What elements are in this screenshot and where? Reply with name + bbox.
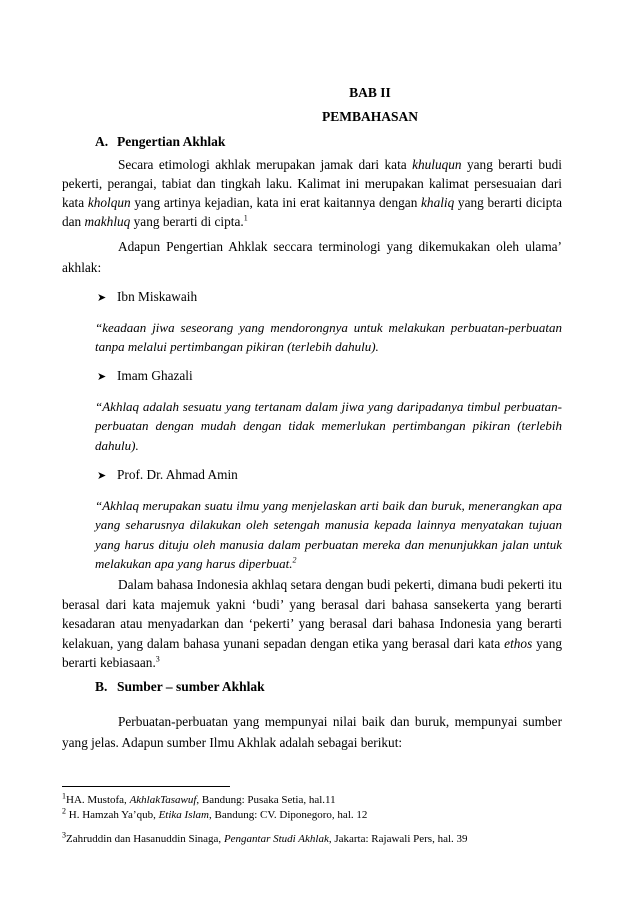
scholar-name: Prof. Dr. Ahmad Amin [117, 467, 238, 482]
text-run: yang berarti dicipta dan [62, 195, 562, 229]
footnote-3 [62, 830, 468, 845]
text-run: Secara etimologi akhlak merupakan jamak dari kata [118, 157, 413, 172]
section-b-marker: B. [95, 679, 108, 694]
scholar-name: Imam Ghazali [117, 368, 193, 383]
text-run: HA. Mustofa, [66, 794, 130, 806]
footnote-divider [62, 786, 230, 787]
text-run: Zahruddin dan Hasanuddin Sinaga, [66, 833, 224, 845]
italic-term: ethos [504, 635, 533, 651]
section-a-marker: A. [95, 134, 109, 149]
quote-ahmad-amin [95, 496, 562, 574]
text-run: yang berarti di cipta. [130, 214, 244, 229]
paragraph-budi-pekerti [62, 575, 562, 673]
footnote-2 [62, 806, 368, 821]
quote-ibn-miskawaih: “keadaan jiwa seseorang yang mendorongnya untuk melakukan perbuatan-perbuatan tanpa melalui pertimbangan pikiran (terlebih dahulu). [95, 320, 562, 355]
footnote-number: 3 [62, 830, 66, 840]
paragraph-etymology [62, 155, 562, 231]
text-run: yang berarti kebiasaan. [62, 635, 562, 671]
arrow-bullet-icon: ➤ [97, 470, 107, 482]
footnote-ref: 3 [155, 654, 160, 664]
text-run: , Jakarta: Rajawali Pers, hal. 39 [328, 833, 468, 845]
paragraph-sources: Perbuatan-perbuatan yang mempunyai nilai baik dan buruk, mempunyai sumber yang jelas. Adapun sumber Ilmu Akhlak adalah sebagai berikut: [62, 714, 562, 750]
italic-term: khaliq [421, 195, 455, 210]
chapter-label: BAB II [349, 85, 391, 100]
list-item [97, 467, 238, 483]
arrow-bullet-icon: ➤ [97, 292, 107, 304]
arrow-bullet-icon: ➤ [97, 371, 107, 383]
paragraph-terminology: Adapun Pengertian Ahklak seccara terminologi yang dikemukakan oleh ulama’ akhlak: [62, 239, 562, 275]
quote-imam-ghazali: “Akhlaq adalah sesuatu yang tertanam dalam jiwa yang daripadanya timbul perbuatan-perbuatan dengan mudah dengan tidak memerlukan pertimbangan pikiran (terlebih dahulu). [95, 399, 562, 453]
text-run: Dalam bahasa Indonesia akhlaq setara dengan budi pekerti, dimana budi pekerti itu berasal dari kata majemuk yakni ‘budi’ yang berasal dari bahasa sansekerta yang berarti kesadaran atau menyadarkan dan ‘pekerti’ yang berasal dari bahasa Indonesia yang berarti kelakuan, yang dalam bahasa yunani sepadan dengan etika yang berasal dari kata [62, 577, 562, 651]
footnote-1 [62, 791, 336, 806]
italic-term: makhluq [84, 214, 131, 229]
text-run: yang berarti budi pekerti, perangai, tabiat dan tingkah laku. Kalimat ini merupakan kalimat persesuaian dari kata [62, 157, 563, 210]
text-run: , Bandung: Pusaka Setia, hal.11 [196, 794, 336, 806]
italic-term: khuluqun [412, 157, 462, 172]
text-run: yang artinya kejadian, kata ini erat kaitannya dengan [130, 195, 422, 210]
footnote-number: 2 [62, 806, 66, 816]
book-title: Etika Islam [158, 809, 209, 821]
list-item [97, 368, 193, 384]
chapter-title: PEMBAHASAN [321, 109, 418, 124]
section-a-title: Pengertian Akhlak [117, 134, 226, 149]
scholar-name: Ibn Miskawaih [117, 289, 198, 304]
section-b-title: Sumber – sumber Akhlak [117, 679, 265, 694]
book-title: Pengantar Studi Akhlak [223, 833, 329, 845]
book-title: AkhlakTasawuf [129, 794, 197, 806]
italic-term: kholqun [87, 195, 131, 210]
quote-text: “Akhlaq merupakan suatu ilmu yang menjelaskan arti baik dan buruk, menerangkan apa yang seharusnya dilakukan oleh setengah manusia kepada lainnya menyatakan tujuan yang harus dituju oleh manusia dalam perbuatan mereka dan menunjukkan jalan untuk melakukan apa yang harus diperbuat. [95, 498, 562, 572]
list-item [97, 289, 197, 305]
text-run: , Bandung: CV. Diponegoro, hal. 12 [209, 809, 368, 821]
footnote-ref: 1 [243, 213, 248, 223]
footnote-ref: 2 [292, 555, 297, 565]
text-run: H. Hamzah Ya’qub, [66, 809, 159, 821]
footnote-number: 1 [62, 791, 66, 801]
